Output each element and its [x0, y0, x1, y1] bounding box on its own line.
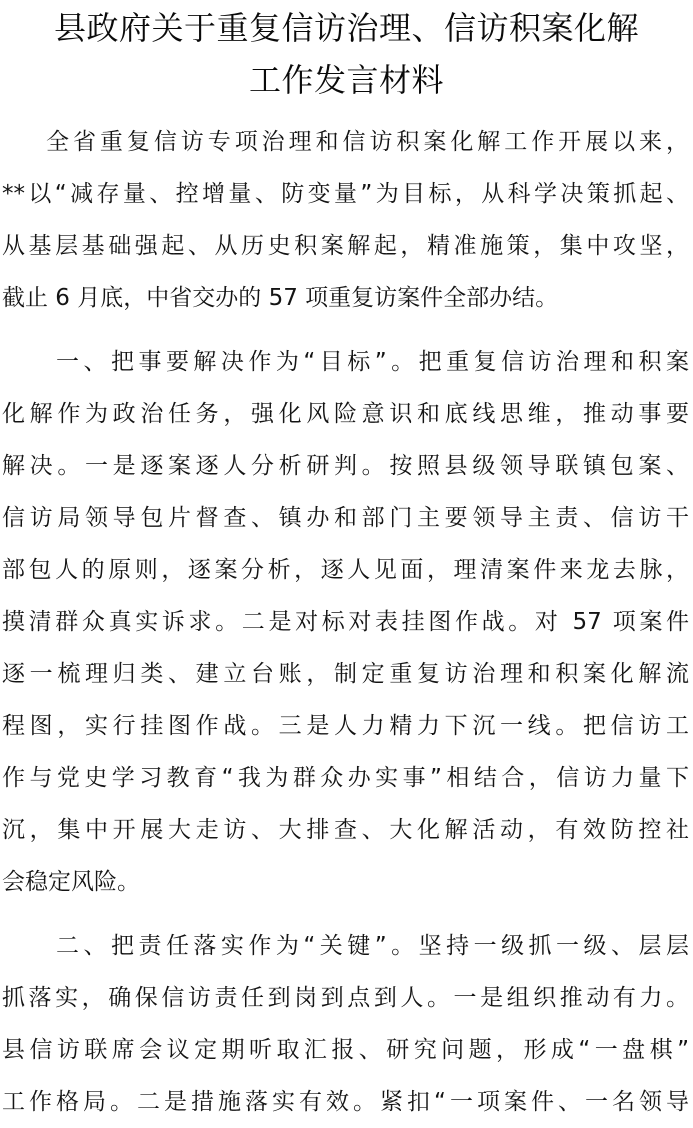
text-line: 程图，实行挂图作战。三是人力精力下沉一线。把信访工	[2, 713, 689, 739]
text-line: 全省重复信访专项治理和信访积案化解工作开展以来，	[46, 129, 689, 155]
text-line: 一、把事要解决作为“目标”。把重复信访治理和积案	[56, 349, 689, 375]
text-line: **以“减存量、控增量、防变量”为目标，从科学决策抓起、	[2, 181, 689, 207]
text-line: 作与党史学习教育“我为群众办实事”相结合，信访力量下	[2, 765, 689, 791]
title-line-1: 县政府关于重复信访治理、信访积案化解	[53, 9, 639, 47]
document-title	[0, 0, 693, 106]
text-line: 会稳定风险。	[2, 869, 140, 895]
text-line: 逐一梳理归类、建立台账，制定重复访治理和积案化解流	[2, 661, 689, 687]
text-line: 解决。一是逐案逐人分析研判。按照县级领导联镇包案、	[2, 453, 689, 479]
text-line: 摸清群众真实诉求。二是对标对表挂图作战。对 57 项案件	[2, 609, 689, 635]
paragraph-section-2	[0, 920, 693, 1128]
text-line: 部包人的原则，逐案分析，逐人见面，理清案件来龙去脉，	[2, 557, 689, 583]
text-line: 抓落实，确保信访责任到岗到点到人。一是组织推动有力。	[2, 985, 689, 1011]
text-line: 从基层基础强起、从历史积案解起，精准施策，集中攻坚，	[2, 233, 689, 259]
text-line: 二、把责任落实作为“关键”。坚持一级抓一级、层层	[56, 933, 689, 959]
text-line: 化解作为政治任务，强化风险意识和底线思维，推动事要	[2, 401, 689, 427]
text-line: 信访局领导包片督查、镇办和部门主要领导主责、信访干	[2, 505, 689, 531]
text-line: 工作格局。二是措施落实有效。紧扣“一项案件、一名领导	[2, 1089, 689, 1115]
text-line: 沉，集中开展大走访、大排查、大化解活动，有效防控社	[2, 817, 689, 843]
text-line: 截止 6 月底，中省交办的 57 项重复访案件全部办结。	[2, 285, 559, 311]
paragraph-section-1	[0, 336, 693, 908]
title-line-2: 工作发言材料	[248, 61, 444, 99]
document-body	[0, 116, 693, 1128]
paragraph-intro	[0, 116, 693, 324]
text-line: 县信访联席会议定期听取汇报、研究问题，形成“一盘棋”	[2, 1037, 689, 1063]
